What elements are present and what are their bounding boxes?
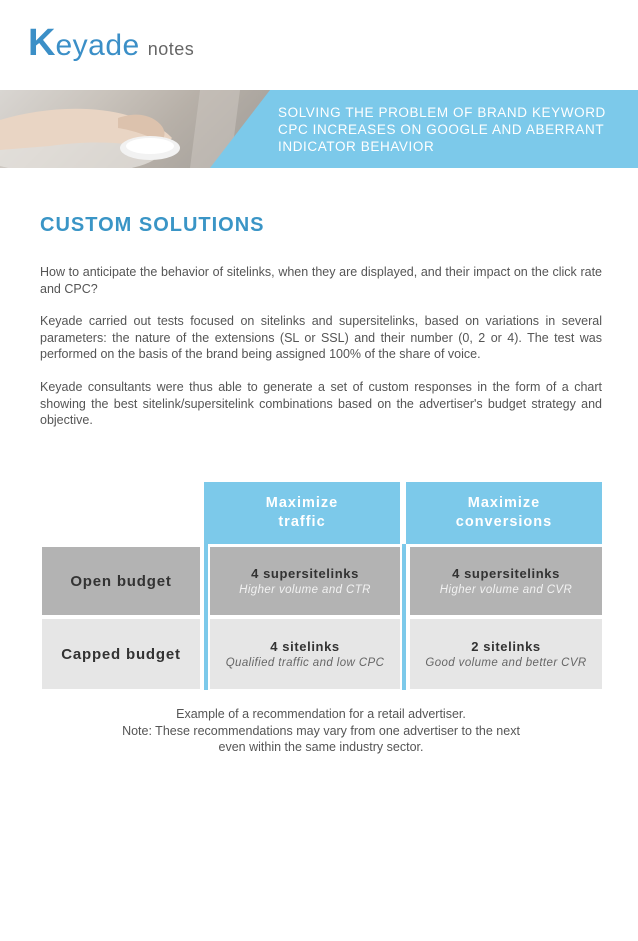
cell-capped-traffic <box>210 619 400 689</box>
cell-benefit: Good volume and better CVR <box>425 657 587 669</box>
column-header-line: conversions <box>455 514 553 530</box>
caption-line: Note: These recommendations may vary from one advertiser to the next <box>122 723 520 738</box>
column-header-line: Maximize <box>467 495 541 511</box>
cell-recommendation: 4 sitelinks <box>270 639 340 654</box>
keyade-logo <box>28 24 194 64</box>
cell-benefit: Higher volume and CVR <box>439 584 573 596</box>
column-header-line: Maximize <box>265 495 339 511</box>
caption-line: Example of a recommendation for a retail advertiser. <box>176 707 466 721</box>
logo-wordmark: eyade <box>55 29 140 62</box>
cell-open-traffic <box>210 547 400 615</box>
caption-line: even within the same industry sector. <box>218 740 424 754</box>
cell-open-conversions <box>410 547 602 615</box>
paragraph-question: How to anticipate the behavior of sitelinks, when they are displayed, and their impact on the click rate and CPC? <box>40 265 602 296</box>
section-title: CUSTOM SOLUTIONS <box>40 214 265 236</box>
column-header-traffic <box>204 482 400 544</box>
cell-recommendation: 2 sitelinks <box>471 639 541 654</box>
matrix-caption <box>40 706 602 756</box>
column-divider <box>402 544 406 690</box>
logo-tagline: notes <box>147 39 195 59</box>
header-banner <box>0 90 638 168</box>
paragraph-tests: Keyade carried out tests focused on sitelinks and supersitelinks, based on variations in several parameters: the nature of the extensions (SL or SSL) and their number (0, 2 or 4). The test was performed on the basis of the brand being assigned 100% of the share of voice. <box>40 314 602 361</box>
cell-benefit: Higher volume and CTR <box>239 584 371 596</box>
paragraph-consultants: Keyade consultants were thus able to generate a set of custom responses in the form of a chart showing the best sitelink/supersitelink combinations based on the advertiser's budget strategy and objective. <box>40 380 602 427</box>
row-label-open-budget: Open budget <box>42 547 200 615</box>
row-label-capped-budget: Capped budget <box>42 619 200 689</box>
cell-recommendation: 4 supersitelinks <box>452 566 560 581</box>
logo-initial: K <box>28 22 56 64</box>
column-header-conversions <box>406 482 602 544</box>
column-divider <box>204 544 208 690</box>
cell-recommendation: 4 supersitelinks <box>251 566 359 581</box>
banner-title: SOLVING THE PROBLEM OF BRAND KEYWORD CPC INCREASES ON GOOGLE AND ABERRANT INDICATOR BEHAVIOR <box>278 105 606 154</box>
column-header-line: traffic <box>278 514 326 530</box>
cell-capped-conversions <box>410 619 602 689</box>
cell-benefit: Qualified traffic and low CPC <box>225 657 385 669</box>
